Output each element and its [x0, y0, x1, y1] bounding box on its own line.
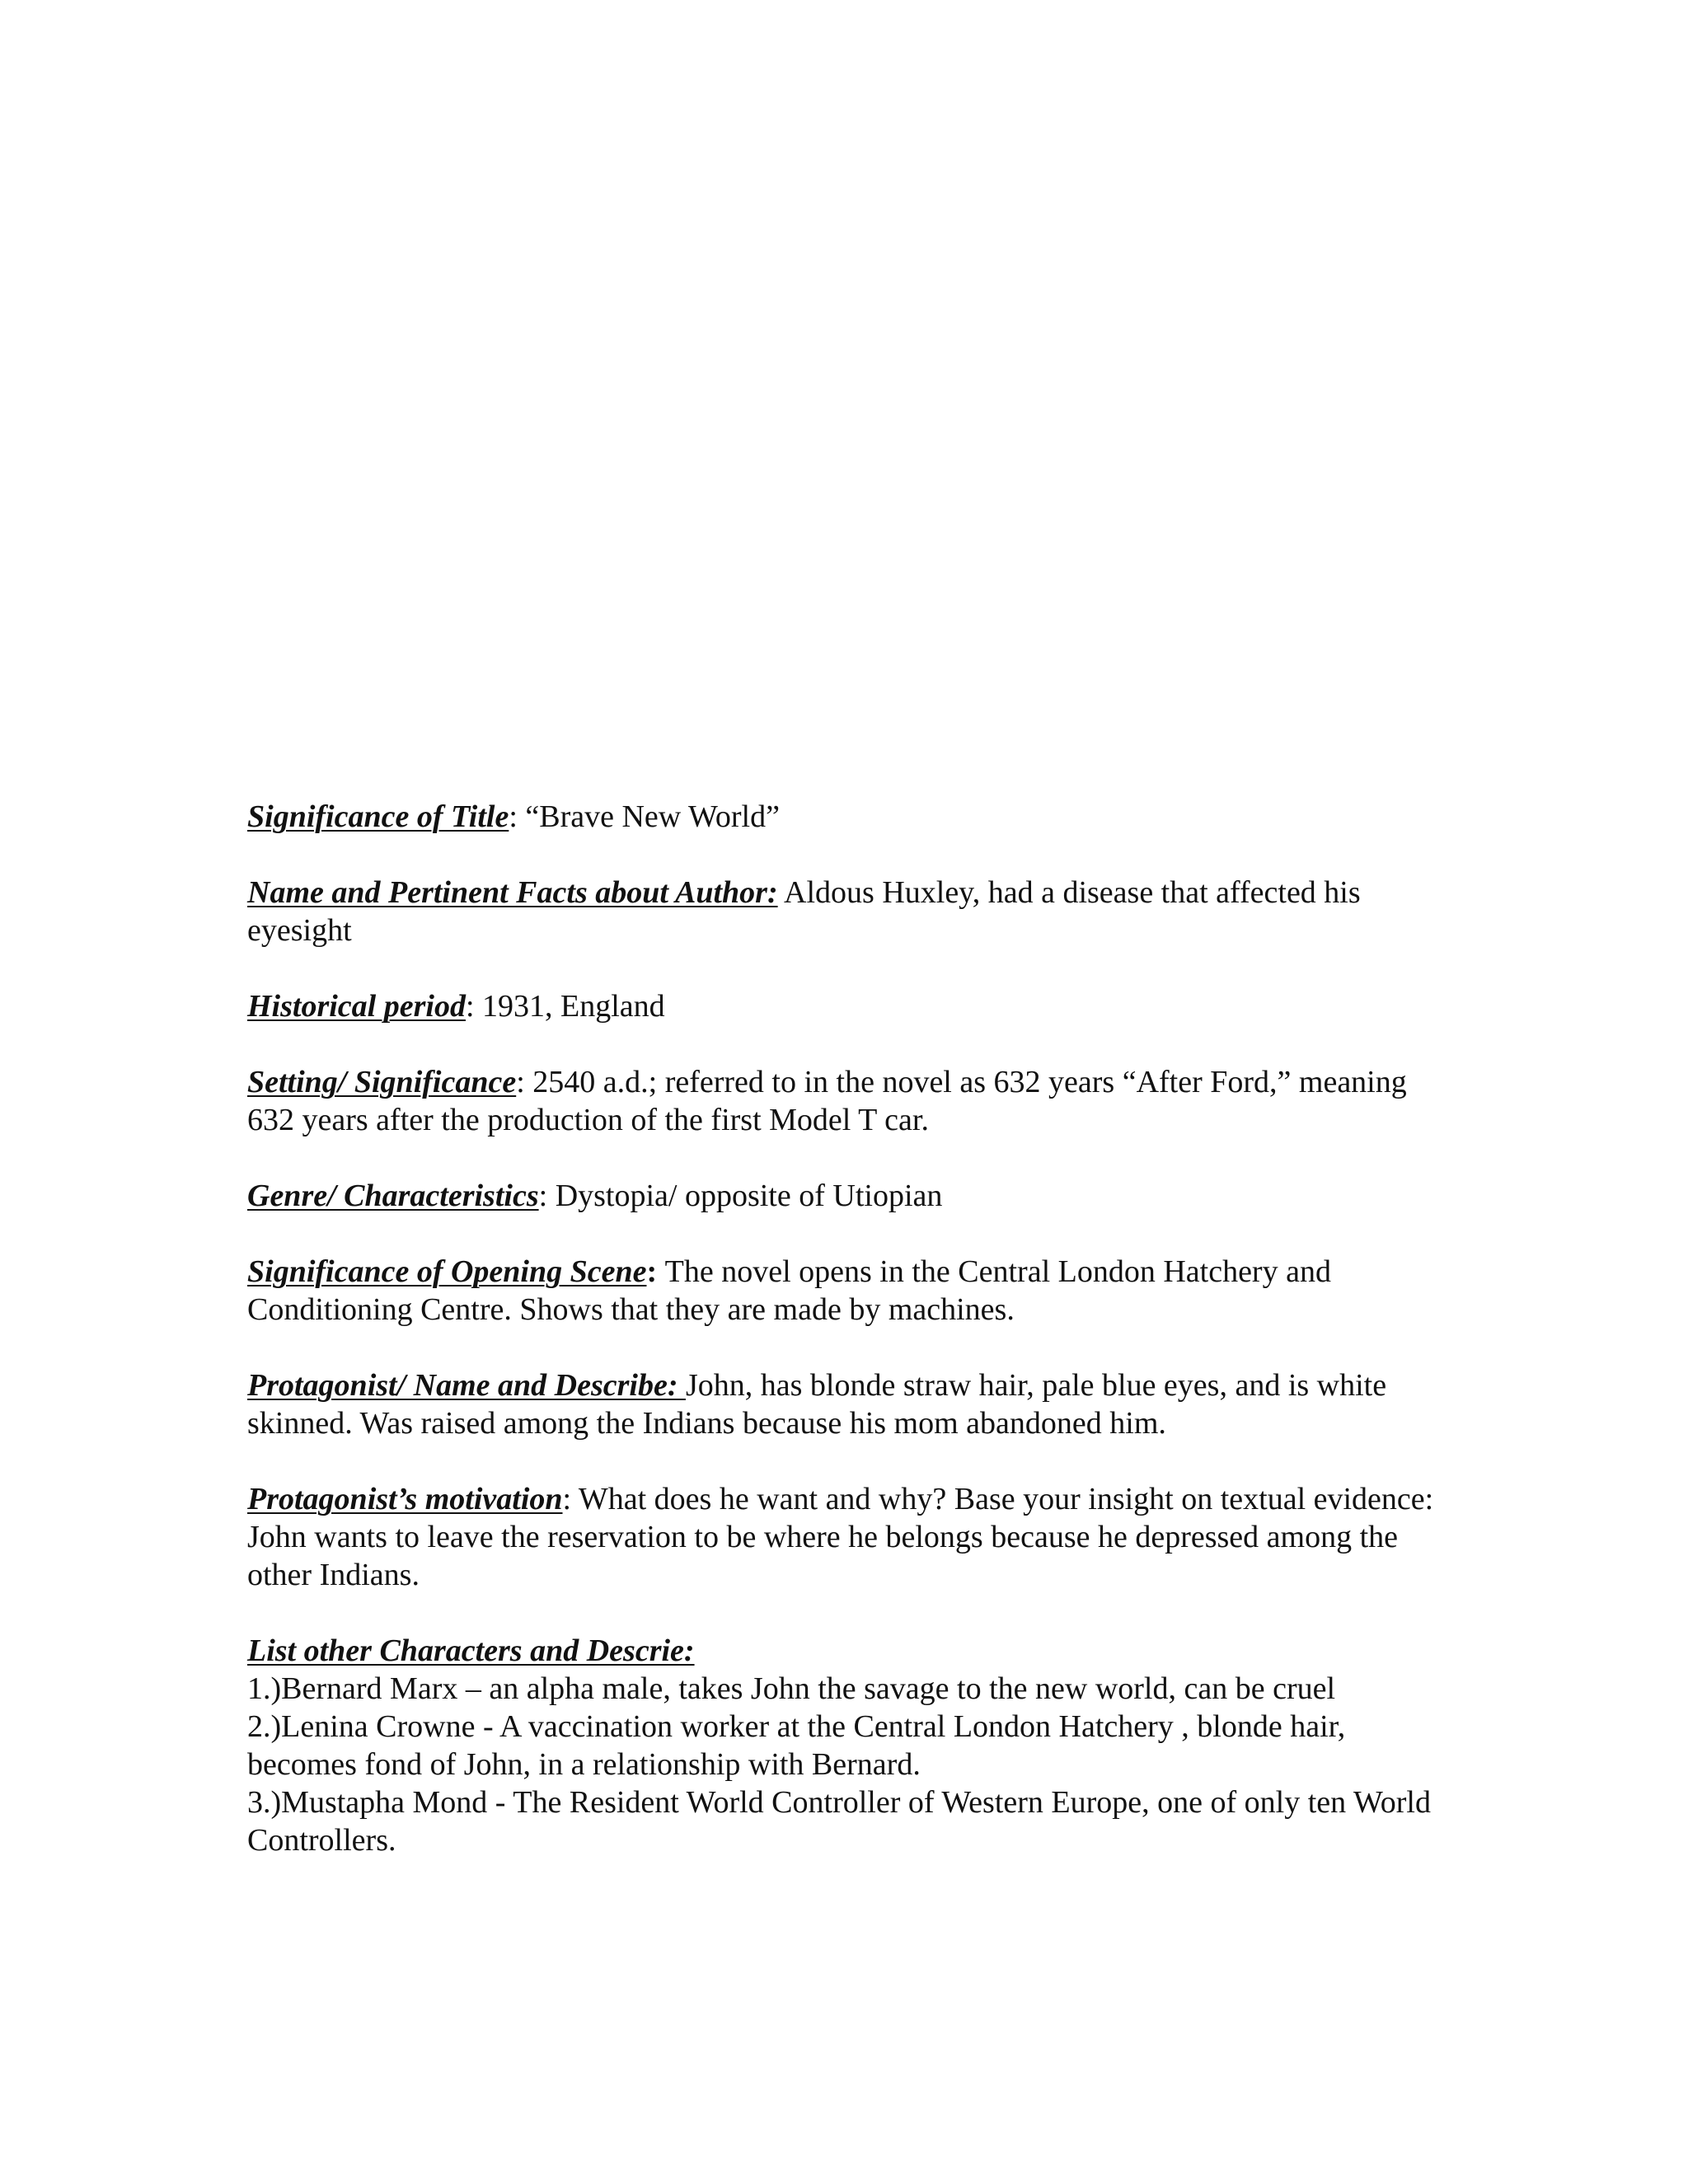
title-significance-separator: : [509, 799, 526, 834]
document-body [247, 798, 1451, 1859]
setting-paragraph [247, 1063, 1451, 1139]
motivation-label: Protagonist’s motivation [247, 1482, 563, 1516]
historical-period-paragraph [247, 987, 1451, 1025]
list-item: 2.)Lenina Crowne - A vaccination worker at the Central London Hatchery , blonde hair, becomes fond of John, in a relationship with Bernard. [247, 1709, 1346, 1782]
opening-scene-text: The novel opens in the Central London Hatchery and Conditioning Centre. Shows that they are made by machines. [247, 1254, 1331, 1327]
opening-scene-separator: : [646, 1254, 665, 1289]
protagonist-text: John, has blonde straw hair, pale blue eyes, and is white skinned. Was raised among the Indians because his mom abandoned him. [247, 1368, 1387, 1441]
protagonist-label: Protagonist/ Name and Describe: [247, 1368, 686, 1403]
setting-label: Setting/ Significance [247, 1065, 517, 1099]
author-text: Aldous Huxley, had a disease that affected his eyesight [247, 875, 1361, 948]
author-paragraph [247, 874, 1451, 949]
list-item: 1.)Bernard Marx – an alpha male, takes John the savage to the new world, can be cruel [247, 1671, 1336, 1706]
historical-period-label: Historical period [247, 989, 466, 1024]
setting-text: 2540 a.d.; referred to in the novel as 632 years “After Ford,” meaning 632 years after the production of the first Model T car. [247, 1065, 1407, 1137]
title-significance-text: “Brave New World” [525, 799, 780, 834]
characters-heading [247, 1632, 1451, 1670]
author-separator [778, 875, 784, 910]
historical-period-separator: : [465, 989, 483, 1024]
characters-section [247, 1632, 1451, 1859]
author-label: Name and Pertinent Facts about Author: [247, 875, 778, 910]
title-significance-label: Significance of Title [247, 799, 509, 834]
opening-scene-label: Significance of Opening Scene [247, 1254, 647, 1289]
genre-paragraph [247, 1177, 1451, 1215]
characters-list [247, 1670, 1451, 1859]
characters-heading-label: List other Characters and Descrie: [247, 1633, 695, 1668]
genre-label: Genre/ Characteristics [247, 1179, 539, 1213]
title-significance-paragraph [247, 798, 1451, 836]
protagonist-paragraph [247, 1366, 1451, 1442]
historical-period-text: 1931, England [482, 989, 665, 1024]
genre-separator: : [538, 1179, 556, 1213]
genre-text: Dystopia/ opposite of Utiopian [555, 1179, 943, 1213]
motivation-text: What does he want and why? Base your insight on textual evidence: John wants to leave the reservation to be where he belongs because he depressed among the other Indians. [247, 1482, 1434, 1592]
opening-scene-paragraph [247, 1253, 1451, 1329]
setting-separator: : [516, 1065, 533, 1099]
list-item: 3.)Mustapha Mond - The Resident World Controller of Western Europe, one of only ten World Controllers. [247, 1785, 1431, 1858]
motivation-paragraph [247, 1480, 1451, 1594]
motivation-separator: : [562, 1482, 579, 1516]
